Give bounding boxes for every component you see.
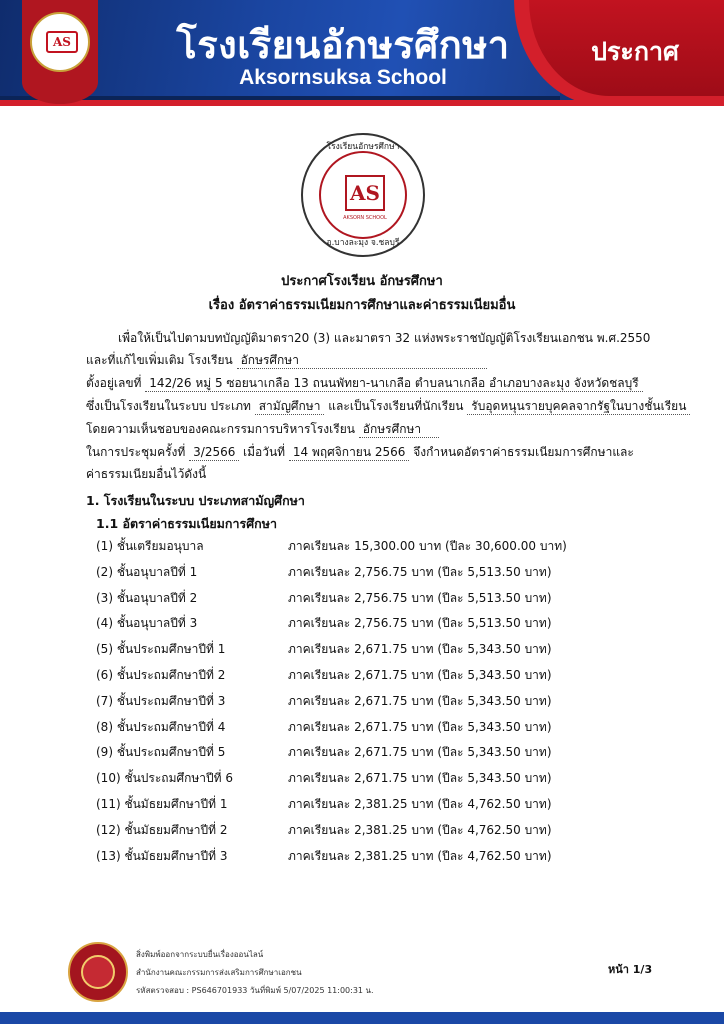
fee-amount: ภาคเรียนละ 2,671.75 บาท (ปีละ 5,343.50 บาท) — [288, 642, 552, 657]
page-number: หน้า 1/3 — [608, 963, 653, 976]
document-heading: ประกาศโรงเรียน อักษรศึกษา — [281, 274, 443, 289]
section-1-heading: 1. โรงเรียนในระบบ ประเภทสามัญศึกษา — [86, 493, 305, 508]
fee-row — [96, 847, 656, 865]
fee-row — [96, 795, 656, 813]
document-subject: เรื่อง อัตราค่าธรรมเนียมการศึกษาและค่าธรรมเนียมอื่น — [208, 298, 516, 313]
footer-bar — [0, 1012, 724, 1024]
fee-row — [96, 614, 656, 632]
subsidy-field: รับอุดหนุนรายบุคคลจากรัฐในบางชั้นเรียน — [467, 398, 690, 415]
footer-line-2: สำนักงานคณะกรรมการส่งเสริมการศึกษาเอกชน — [136, 968, 302, 977]
fee-level: (11) ชั้นมัธยมศึกษาปีที่ 1 — [96, 797, 228, 811]
meeting-number-field: 3/2566 — [189, 444, 239, 461]
address-field: 142/26 หมู่ 5 ซอยนาเกลือ 13 ถนนพัทยา-นาเกลือ ตำบลนาเกลือ อำเภอบางละมุง จังหวัดชลบุรี — [145, 375, 642, 392]
fee-amount: ภาคเรียนละ 2,381.25 บาท (ปีละ 4,762.50 บาท) — [288, 822, 552, 837]
school-label: และที่แก้ไขเพิ่มเติม โรงเรียน — [86, 353, 233, 367]
closing-line: ค่าธรรมเนียมอื่นไว้ดังนี้ — [86, 467, 207, 481]
fee-amount: ภาคเรียนละ 2,381.25 บาท (ปีละ 4,762.50 บาท) — [288, 848, 552, 863]
school-type-label: ซึ่งเป็นโรงเรียนในระบบ ประเภท — [86, 399, 251, 413]
fee-row — [96, 743, 656, 761]
seal-monogram: AS — [345, 175, 385, 211]
fee-row — [96, 692, 656, 710]
footer-line-1: สิ่งพิมพ์ออกจากระบบยื่นเรื่องออนไลน์ — [136, 950, 264, 959]
fee-amount: ภาคเรียนละ 2,756.75 บาท (ปีละ 5,513.50 บาท) — [288, 616, 552, 631]
meeting-label: ในการประชุมครั้งที่ — [86, 445, 186, 459]
school-logo-shield — [22, 0, 98, 104]
seal-top-text: โรงเรียนอักษรศึกษา — [326, 142, 400, 152]
fee-level: (1) ชั้นเตรียมอนุบาล — [96, 539, 204, 553]
paragraph-line-1: เพื่อให้เป็นไปตามบทบัญญัติมาตรา20 (3) และมาตรา 32 แห่งพระราชบัญญัติโรงเรียนเอกชน พ.ศ.2550 — [118, 331, 651, 345]
meeting-line — [86, 444, 634, 461]
fee-amount: ภาคเรียนละ 2,381.25 บาท (ปีละ 4,762.50 บาท) — [288, 797, 552, 811]
fee-level: (13) ชั้นมัธยมศึกษาปีที่ 3 — [96, 848, 228, 863]
meeting-suffix: จึงกำหนดอัตราค่าธรรมเนียมการศึกษาและ — [413, 445, 634, 459]
logo-monogram: AS — [46, 31, 78, 53]
fee-row — [96, 640, 656, 658]
fee-amount: ภาคเรียนละ 2,671.75 บาท (ปีละ 5,343.50 บาท) — [288, 771, 552, 786]
fee-level: (8) ชั้นประถมศึกษาปีที่ 4 — [96, 719, 226, 734]
fee-level: (10) ชั้นประถมศึกษาปีที่ 6 — [96, 771, 233, 786]
address-label: ตั้งอยู่เลขที่ — [86, 376, 142, 390]
fee-amount: ภาคเรียนละ 2,671.75 บาท (ปีละ 5,343.50 บาท) — [288, 693, 552, 708]
school-name-field: อักษรศึกษา — [237, 352, 487, 369]
fee-row — [96, 537, 656, 555]
approval-label: โดยความเห็นชอบของคณะกรรมการบริหารโรงเรียน — [86, 422, 355, 436]
school-logo-icon — [30, 12, 90, 72]
fee-row — [96, 769, 656, 787]
address-line — [86, 375, 643, 392]
fee-amount: ภาคเรียนละ 15,300.00 บาท (ปีละ 30,600.00 บาท) — [288, 539, 567, 553]
announcement-label: ประกาศ — [591, 38, 679, 66]
fee-row — [96, 563, 656, 581]
section-1-1-heading: 1.1 อัตราค่าธรรมเนียมการศึกษา — [96, 516, 277, 531]
opec-logo-icon — [68, 942, 128, 1002]
fee-level: (4) ชั้นอนุบาลปีที่ 3 — [96, 616, 198, 631]
subsidy-label: และเป็นโรงเรียนที่นักเรียน — [328, 399, 464, 413]
fee-level: (3) ชั้นอนุบาลปีที่ 2 — [96, 590, 198, 605]
approval-school-field: อักษรศึกษา — [359, 421, 439, 438]
seal-inner-ring — [319, 151, 407, 239]
fee-amount: ภาคเรียนละ 2,756.75 บาท (ปีละ 5,513.50 บาท) — [288, 564, 552, 579]
seal-sub-text: AKSORN SCHOOL — [343, 215, 387, 221]
fee-level: (6) ชั้นประถมศึกษาปีที่ 2 — [96, 668, 226, 682]
banner-red-line — [0, 100, 724, 106]
footer-line-3: รหัสตรวจสอบ : PS646701933 วันที่พิมพ์ 5/07/2025 11:00:31 น. — [136, 986, 374, 995]
school-type-field: สามัญศึกษา — [255, 398, 325, 415]
fee-level: (5) ชั้นประถมศึกษาปีที่ 1 — [96, 642, 226, 657]
fee-level: (7) ชั้นประถมศึกษาปีที่ 3 — [96, 693, 226, 708]
fee-level: (9) ชั้นประถมศึกษาปีที่ 5 — [96, 745, 226, 760]
fee-level: (2) ชั้นอนุบาลปีที่ 1 — [96, 564, 198, 579]
fee-row — [96, 718, 656, 736]
opec-logo-inner — [81, 955, 115, 989]
school-seal — [301, 133, 425, 257]
fee-row — [96, 589, 656, 607]
school-type-line — [86, 398, 690, 415]
fee-amount: ภาคเรียนละ 2,756.75 บาท (ปีละ 5,513.50 บาท) — [288, 590, 552, 605]
seal-bottom-text: อ.บางละมุง จ.ชลบุรี — [326, 238, 400, 248]
fee-amount: ภาคเรียนละ 2,671.75 บาท (ปีละ 5,343.50 บาท) — [288, 668, 552, 682]
meeting-date-field: 14 พฤศจิกายน 2566 — [289, 444, 410, 461]
approval-line — [86, 421, 439, 438]
fee-amount: ภาคเรียนละ 2,671.75 บาท (ปีละ 5,343.50 บาท) — [288, 719, 552, 734]
fee-row — [96, 821, 656, 839]
fee-amount: ภาคเรียนละ 2,671.75 บาท (ปีละ 5,343.50 บาท) — [288, 745, 552, 760]
paragraph-line-2 — [86, 352, 487, 369]
fee-row — [96, 666, 656, 684]
school-name-thai: โรงเรียนอักษรศึกษา — [176, 25, 510, 67]
header-banner — [0, 0, 724, 106]
school-name-english: Aksornsuksa School — [239, 66, 447, 89]
meeting-date-label: เมื่อวันที่ — [242, 445, 286, 459]
fee-level: (12) ชั้นมัธยมศึกษาปีที่ 2 — [96, 822, 228, 837]
